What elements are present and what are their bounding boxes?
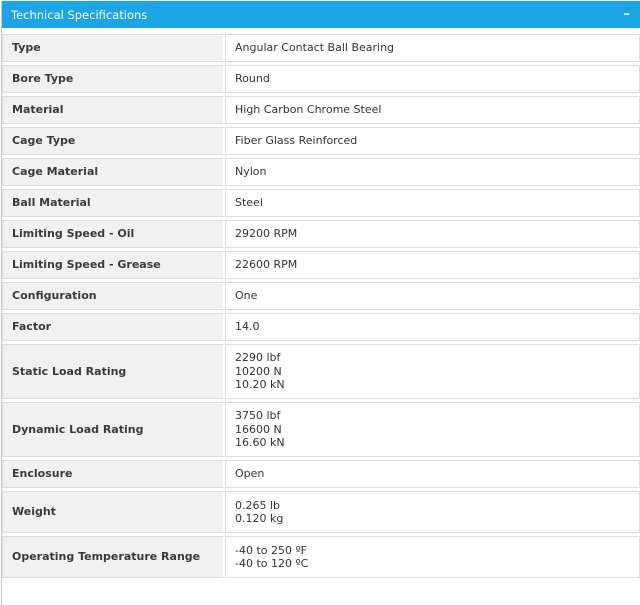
spec-row [2,127,640,155]
specs-table [2,31,640,581]
spec-value [225,96,640,124]
spec-value [225,65,640,93]
spec-value [225,536,640,578]
spec-value-line: 16.60 kN [235,436,285,450]
spec-row [2,491,640,533]
panel-header[interactable] [2,1,640,28]
spec-label: Bore Type [2,65,225,93]
spec-value-line: -40 to 250 ºF [235,543,308,557]
spec-value-line: 29200 RPM [235,227,298,241]
spec-value-line: -40 to 120 ºC [235,557,309,570]
spec-value-line: Steel [235,196,263,210]
spec-row [2,189,640,217]
spec-label: Factor [2,313,225,341]
spec-label: Weight [2,491,225,533]
spec-row [2,96,640,124]
spec-value-line: 3750 lbf [235,409,281,423]
spec-label: Cage Type [2,127,225,155]
spec-value [225,158,640,186]
spec-label: Enclosure [2,460,225,488]
spec-label: Material [2,96,225,124]
spec-value-line: 0.120 kg [235,512,284,525]
spec-value-line: Round [235,72,270,86]
spec-label: Type [2,34,225,62]
spec-value [225,127,640,155]
spec-value-line: One [235,289,258,303]
spec-row [2,251,640,279]
technical-specifications-panel [1,1,640,605]
spec-row [2,220,640,248]
spec-value-line: 10200 N [235,364,282,378]
collapse-toggle-icon[interactable]: – [623,7,630,22]
spec-value-line: 14.0 [235,320,260,334]
spec-value [225,313,640,341]
spec-label: Static Load Rating [2,344,225,399]
spec-value [225,460,640,488]
spec-row [2,158,640,186]
spec-value-line: 0.265 lb [235,498,281,512]
spec-label: Ball Material [2,189,225,217]
spec-value [225,344,640,399]
spec-row [2,282,640,310]
spec-label: Limiting Speed - Oil [2,220,225,248]
spec-label: Cage Material [2,158,225,186]
spec-label: Operating Temperature Range [2,536,225,578]
spec-value [225,251,640,279]
spec-value-line: 16600 N [235,422,282,436]
spec-value [225,189,640,217]
spec-label: Dynamic Load Rating [2,402,225,457]
panel-title: Technical Specifications [11,7,148,22]
spec-value-line: Angular Contact Ball Bearing [235,41,395,55]
spec-row [2,344,640,399]
spec-value-line: Open [235,467,265,481]
spec-label: Configuration [2,282,225,310]
spec-value-line: Nylon [235,165,267,179]
spec-row [2,65,640,93]
spec-row [2,536,640,578]
spec-value [225,220,640,248]
spec-value-line: Fiber Glass Reinforced [235,134,358,148]
spec-value [225,282,640,310]
spec-value [225,402,640,457]
spec-row [2,34,640,62]
spec-value [225,491,640,533]
specs-table-wrapper [2,31,640,581]
spec-value [225,34,640,62]
spec-value-line: 10.20 kN [235,378,285,392]
spec-value-line: High Carbon Chrome Steel [235,103,382,117]
spec-row [2,313,640,341]
spec-value-line: 22600 RPM [235,258,298,272]
spec-label: Limiting Speed - Grease [2,251,225,279]
spec-row [2,402,640,457]
spec-row [2,460,640,488]
spec-value-line: 2290 lbf [235,351,281,365]
